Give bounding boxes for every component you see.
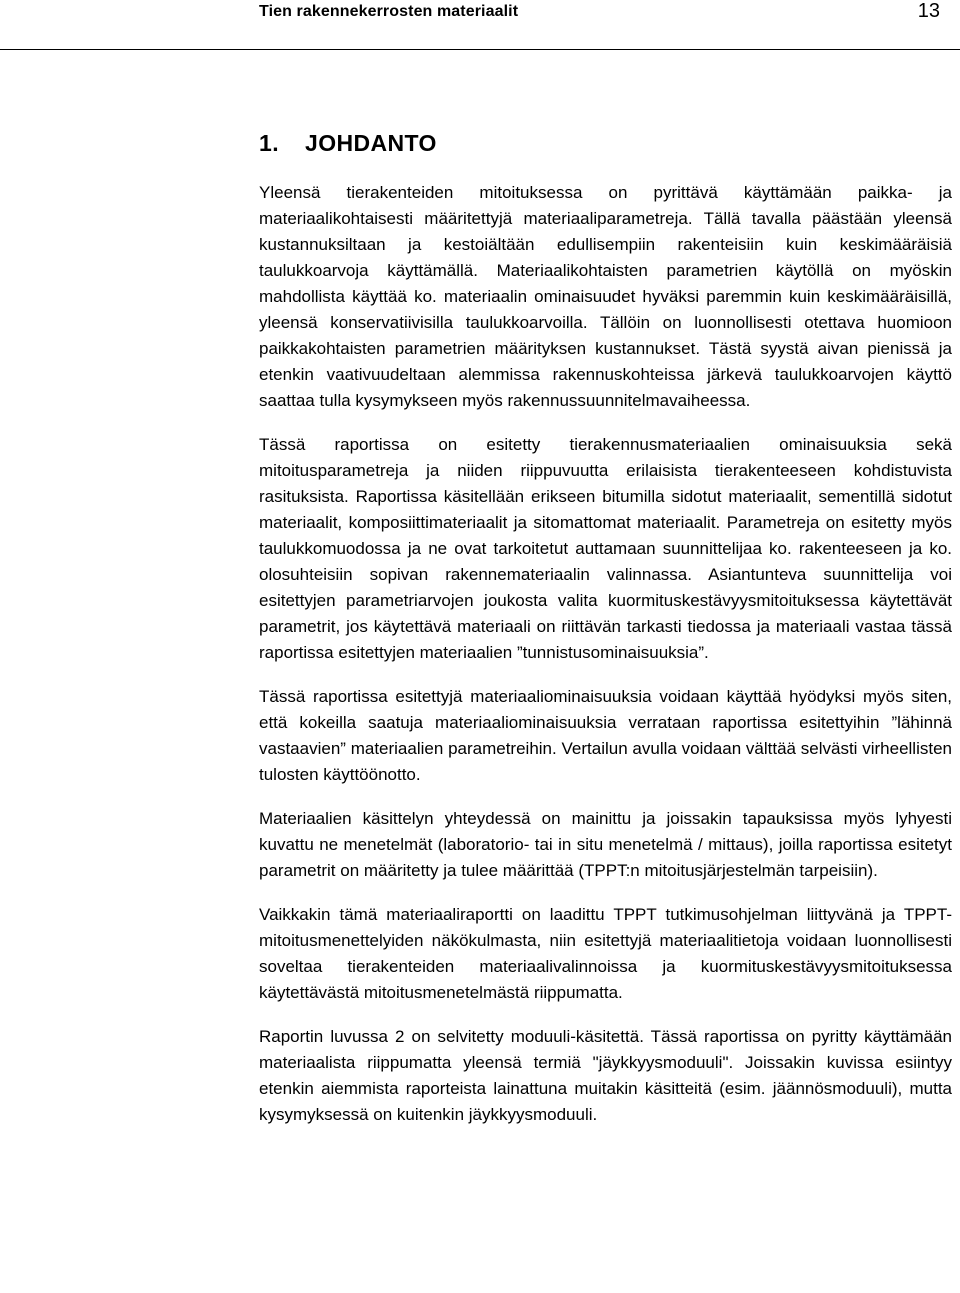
- page-body: [259, 130, 952, 1146]
- paragraph-modulus: Raportin luvussa 2 on selvitetty moduuli-käsitettä. Tässä raportissa on pyritty käyttämään materiaalista riippumatta yleensä termiä "jäykkyysmoduuli". Joissakin kuvissa esiintyy etenkin aiemmista raporteista lainattuna muitakin käsitteitä (esim. jäännösmoduuli), mutta kysymyksessä on kuitenkin jäykkyysmoduuli.: [259, 1027, 952, 1124]
- header-divider: [0, 49, 960, 50]
- page-number: 13: [917, 0, 940, 22]
- paragraph-report-scope: Tässä raportissa on esitetty tierakennusmateriaalien ominaisuuksia sekä mitoitusparametreja ja niiden riippuvuutta erilaisista tierakenteeseen kohdistuvista rasituksista. Raportissa käsitellään erikseen bitumilla sidotut materiaalit, sementillä sidotut materiaalit, komposiittimateriaalit ja sitomattomat materiaalit. Parametreja on esitetty myös taulukkomuodossa ja ne ovat tarkoitetut auttamaan suunnittelijaa ko. rakenteeseen ja ko. olosuhteisiin sopivan rakennemateriaalin valinnassa. Asiantunteva suunnittelija voi esitettyjen parametriarvojen joukosta valita kuormituskestävyysmitoituksessa käytettävät parametrit, jos käytettävä materiaali on riittävän tarkasti tiedossa ja materiaali vastaa tässä raportissa esitettyjen materiaalien ”tunnistusominaisuuksia”.: [259, 435, 952, 662]
- chapter-title: JOHDANTO: [305, 130, 437, 156]
- paragraph-intro: Yleensä tierakenteiden mitoituksessa on pyrittävä käyttämään paikka- ja materiaalikohtaisesti määritettyjä materiaaliparametreja. Tällä tavalla päästään yleensä kustannuksiltaan ja kestoiältään edullisempiin rakenteisiin kuin keskimääräisiä taulukkoarvoja käyttämällä. Materiaalikohtaisten parametrien käytöllä on myöskin mahdollista käyttää ko. materiaalin ominaisuudet hyväksi paremmin kuin keskimääräisillä, yleensä konservatiivisilla taulukkoarvoilla. Tällöin on luonnollisesti otettava huomioon paikkakohtaisten parametrien määrityksen kustannukset. Tästä syystä aivan pienissä ja etenkin vaativuudeltaan alemmissa rakennuskohteissa järkevä taulukkoarvojen käyttö saattaa tulla kysymykseen myös rakennussuunnitelmavaiheessa.: [259, 183, 952, 410]
- paragraph-applicability: Vaikkakin tämä materiaaliraportti on laadittu TPPT tutkimusohjelman liittyvänä ja TPPT-mitoitusmenettelyiden näkökulmasta, niin esitettyjä materiaalitietoja voidaan luonnollisesti soveltaa tierakenteiden materiaalivalinnoissa ja kuormituskestävyysmitoituksessa käytettävästä mitoitusmenetelmästä riippumatta.: [259, 905, 952, 1002]
- chapter-number: 1.: [259, 130, 279, 156]
- paragraph-comparison: Tässä raportissa esitettyjä materiaaliominaisuuksia voidaan käyttää hyödyksi myös siten, että kokeilla saatuja materiaaliominaisuuksia verrataan raportissa esitettyihin ”lähinnä vastaavien” materiaalien parametreihin. Vertailun avulla voidaan välttää selvästi virheellisten tulosten käyttöönotto.: [259, 687, 952, 784]
- chapter-heading: [259, 130, 952, 157]
- page-header: [0, 0, 960, 52]
- paragraph-methods: Materiaalien käsittelyn yhteydessä on mainittu ja joissakin tapauksissa myös lyhyesti kuvattu ne menetelmät (laboratorio- tai in situ menetelmä / mittaus), joilla raportissa esitetyt parametrit on määritetty ja tulee määrittää (TPPT:n mitoitusjärjestelmän tarpeisiin).: [259, 809, 952, 880]
- running-title: Tien rakennekerrosten materiaalit: [259, 3, 519, 20]
